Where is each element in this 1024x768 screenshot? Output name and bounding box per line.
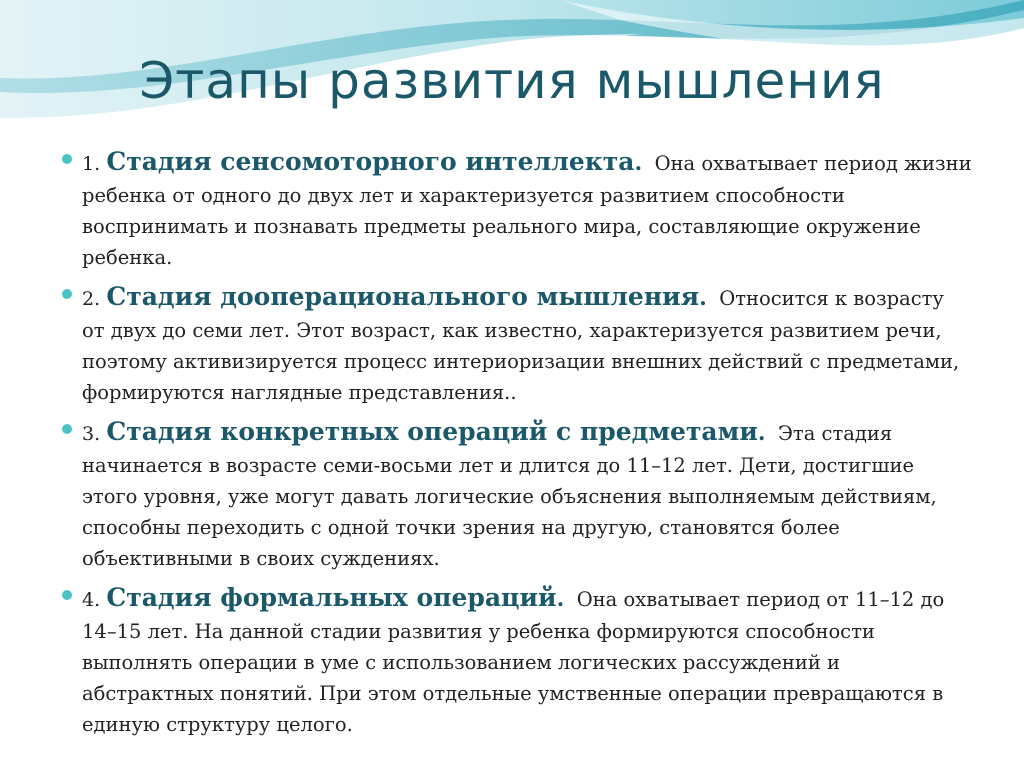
stage-number: 2. bbox=[82, 288, 101, 310]
stage-heading: Стадия конкретных операций с предметами bbox=[106, 417, 758, 446]
stage-heading-period: . bbox=[556, 586, 565, 612]
stage-number: 3. bbox=[82, 423, 101, 445]
stage-description: Относится к возрасту от двух до семи лет. Этот возраст, как известно, характеризуется развитием речи, поэтому активизируется процесс интериоризации внешних действий с предметами, формируются наглядные представления.. bbox=[82, 287, 960, 404]
stage-heading: Стадия формальных операций bbox=[106, 583, 557, 612]
slide-title: Этапы развития мышления bbox=[139, 52, 885, 110]
stage-heading-period: . bbox=[757, 420, 766, 446]
stage-heading-period: . bbox=[634, 150, 643, 176]
stage-description: Она охватывает период от 11–12 до 14–15 лет. На данной стадии развития у ребенка формируются способности выполнять операции в уме с использованием логических рассуждений и абстрактных понятий. При этом отдельные умственные операции превращаются в единую структуру целого. bbox=[82, 588, 945, 736]
stage-number: 4. bbox=[82, 589, 101, 611]
stage-heading-period: . bbox=[699, 285, 707, 311]
bullet-icon bbox=[62, 289, 72, 299]
stage-list bbox=[62, 146, 972, 748]
bullet-icon bbox=[62, 154, 72, 164]
bullet-icon bbox=[62, 590, 72, 600]
stage-description: Эта стадия начинается в возрасте семи-восьми лет и длится до 11–12 лет. Дети, достигшие этого уровня, уже могут давать логические объяснения выполняемым действиям, способны переходить с одной точки зрения на другую, становятся более объективными в своих суждениях. bbox=[82, 422, 937, 570]
list-item bbox=[62, 416, 972, 574]
list-item bbox=[62, 582, 972, 740]
stage-heading: Стадия сенсомоторного интеллекта bbox=[106, 147, 635, 176]
bullet-icon bbox=[62, 424, 72, 434]
list-item bbox=[62, 281, 972, 408]
stage-heading: Стадия дооперационального мышления bbox=[106, 282, 700, 311]
stage-number: 1. bbox=[82, 153, 101, 175]
list-item bbox=[62, 146, 972, 273]
stage-description: Она охватывает период жизни ребенка от одного до двух лет и характеризуется развитием способности воспринимать и познавать предметы реального мира, составляющие окружение ребенка. bbox=[82, 152, 972, 269]
